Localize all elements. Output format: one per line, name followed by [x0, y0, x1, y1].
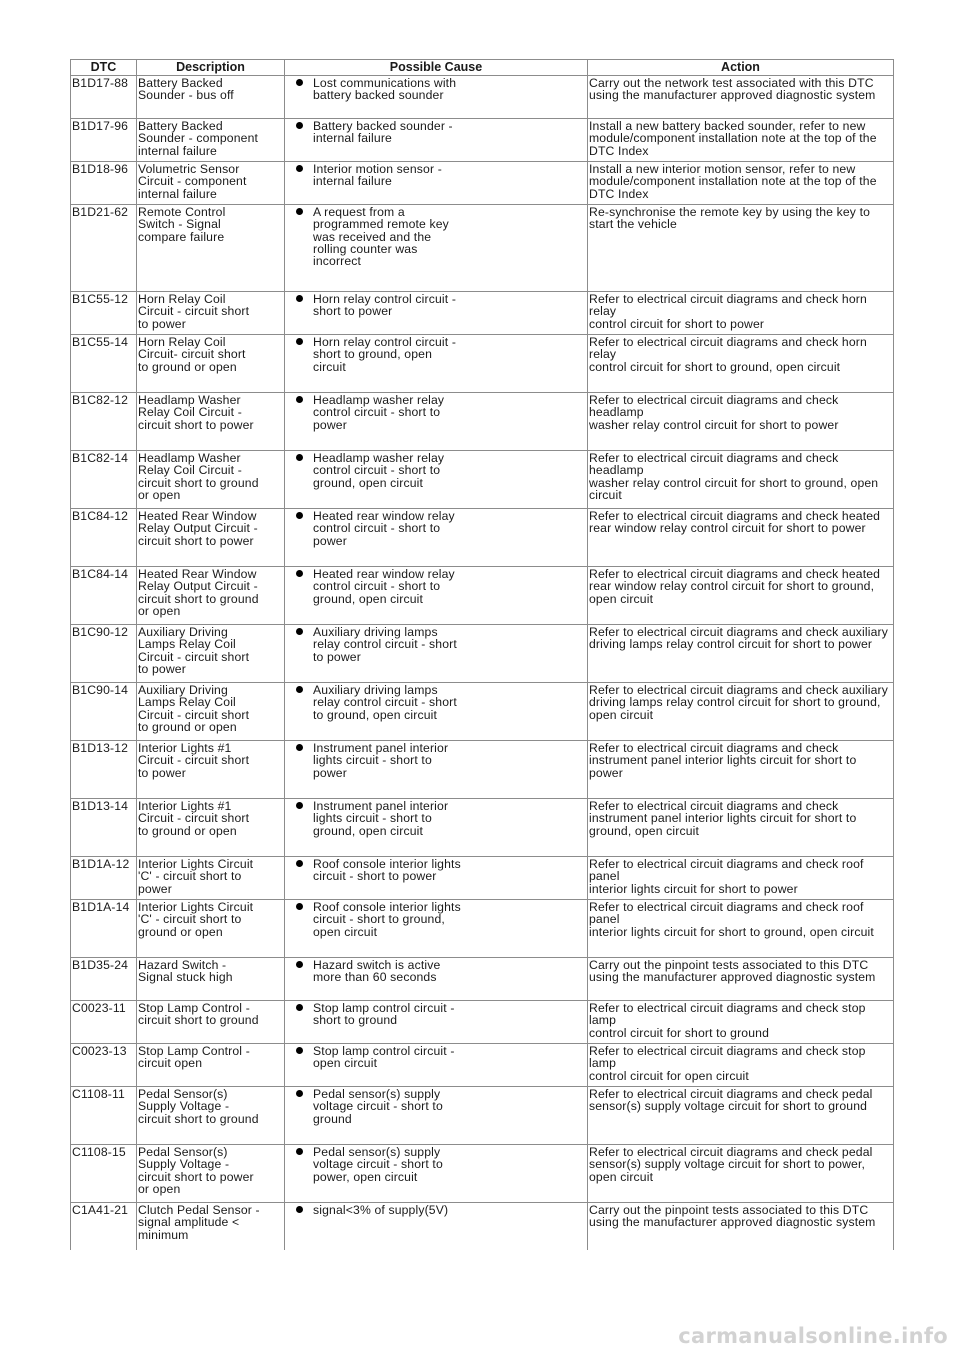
cell-dtc: B1D1A-12: [71, 857, 137, 900]
table-row: [71, 1203, 894, 1250]
cell-dtc: C1A41-21: [71, 1203, 137, 1250]
bullet-icon: [296, 454, 303, 461]
cell-possible-cause: [285, 1087, 588, 1145]
cell-possible-cause: [285, 958, 588, 1001]
cell-action: Refer to electrical circuit diagrams and check stop lamp control circuit for open circuit: [588, 1044, 894, 1087]
header-description: Description: [137, 60, 285, 76]
cell-description: Headlamp Washer Relay Coil Circuit - circuit short to ground or open: [137, 451, 285, 509]
bullet-icon: [296, 208, 303, 215]
cell-possible-cause: [285, 1203, 588, 1250]
cell-action: Refer to electrical circuit diagrams and check pedal sensor(s) supply voltage circuit for short to ground: [588, 1087, 894, 1145]
bullet-icon: [296, 165, 303, 172]
cell-action: Carry out the network test associated with this DTC using the manufacturer approved diagnostic system: [588, 76, 894, 119]
cause-text: Heated rear window relay control circuit - short to power: [313, 509, 455, 548]
cause-text: Stop lamp control circuit - short to ground: [313, 1001, 455, 1028]
cell-possible-cause: [285, 567, 588, 625]
cause-text: Headlamp washer relay control circuit - short to ground, open circuit: [313, 451, 445, 490]
table-body: [71, 76, 894, 1250]
bullet-icon: [296, 961, 303, 968]
cell-description: Pedal Sensor(s) Supply Voltage - circuit short to ground: [137, 1087, 285, 1145]
bullet-icon: [296, 903, 303, 910]
bullet-icon: [296, 686, 303, 693]
table-row: [71, 335, 894, 393]
cell-possible-cause: [285, 857, 588, 900]
cell-dtc: B1C84-14: [71, 567, 137, 625]
header-possible-cause: Possible Cause: [285, 60, 588, 76]
table-row: [71, 1044, 894, 1087]
cell-action: Refer to electrical circuit diagrams and check heated rear window relay control circuit for short to power: [588, 509, 894, 567]
cell-dtc: C0023-11: [71, 1001, 137, 1044]
cell-possible-cause: [285, 451, 588, 509]
table-row: [71, 292, 894, 335]
cause-text: Horn relay control circuit - short to ground, open circuit: [313, 335, 457, 374]
cell-description: Interior Lights #1 Circuit - circuit short to power: [137, 741, 285, 799]
cell-description: Stop Lamp Control - circuit short to ground: [137, 1001, 285, 1044]
cell-action: Refer to electrical circuit diagrams and check instrument panel interior lights circuit for short to ground, open circuit: [588, 799, 894, 857]
bullet-icon: [296, 512, 303, 519]
table-row: [71, 119, 894, 162]
bullet-icon: [296, 396, 303, 403]
table-row: [71, 857, 894, 900]
table-row: [71, 76, 894, 119]
cell-possible-cause: [285, 625, 588, 683]
cell-dtc: C1108-11: [71, 1087, 137, 1145]
cause-text: Instrument panel interior lights circuit - short to power: [313, 741, 449, 780]
watermark: carmanualsonline.info: [678, 1324, 948, 1348]
cause-text: Pedal sensor(s) supply voltage circuit - short to power, open circuit: [313, 1145, 443, 1184]
bullet-icon: [296, 122, 303, 129]
bullet-icon: [296, 338, 303, 345]
cell-dtc: B1C82-14: [71, 451, 137, 509]
cell-action: Refer to electrical circuit diagrams and check pedal sensor(s) supply voltage circuit for short to power, open circuit: [588, 1145, 894, 1203]
cause-text: Hazard switch is active more than 60 seconds: [313, 958, 441, 985]
cell-action: Refer to electrical circuit diagrams and check roof panel interior lights circuit for short to power: [588, 857, 894, 900]
table-row: [71, 567, 894, 625]
cell-dtc: B1D17-96: [71, 119, 137, 162]
cell-description: Headlamp Washer Relay Coil Circuit - circuit short to power: [137, 393, 285, 451]
bullet-icon: [296, 1004, 303, 1011]
cause-text: Lost communications with battery backed sounder: [313, 76, 457, 103]
cell-action: Refer to electrical circuit diagrams and check auxiliary driving lamps relay control circuit for short to ground, open circuit: [588, 683, 894, 741]
cell-description: Hazard Switch - Signal stuck high: [137, 958, 285, 1001]
cell-action: Refer to electrical circuit diagrams and check horn relay control circuit for short to ground, open circuit: [588, 335, 894, 393]
bullet-icon: [296, 1148, 303, 1155]
bullet-icon: [296, 744, 303, 751]
table-row: [71, 1145, 894, 1203]
cause-text: Stop lamp control circuit - open circuit: [313, 1044, 455, 1071]
cell-dtc: B1D35-24: [71, 958, 137, 1001]
cell-dtc: B1C90-14: [71, 683, 137, 741]
cell-possible-cause: [285, 292, 588, 335]
cause-text: Auxiliary driving lamps relay control circuit - short to ground, open circuit: [313, 683, 457, 722]
cause-text: Battery backed sounder - internal failure: [313, 119, 453, 146]
table-row: [71, 741, 894, 799]
cell-dtc: B1C90-12: [71, 625, 137, 683]
cell-description: Interior Lights Circuit 'C' - circuit short to power: [137, 857, 285, 900]
cause-text: Pedal sensor(s) supply voltage circuit - short to ground: [313, 1087, 443, 1126]
cell-possible-cause: [285, 162, 588, 205]
cell-possible-cause: [285, 799, 588, 857]
bullet-icon: [296, 628, 303, 635]
table-row: [71, 162, 894, 205]
cell-possible-cause: [285, 1044, 588, 1087]
table-row: [71, 900, 894, 958]
bullet-icon: [296, 570, 303, 577]
cause-text: A request from a programmed remote key was received and the rolling counter was incorrect: [313, 205, 449, 269]
cell-description: Auxiliary Driving Lamps Relay Coil Circuit - circuit short to power: [137, 625, 285, 683]
cell-action: Refer to electrical circuit diagrams and check headlamp washer relay control circuit for short to power: [588, 393, 894, 451]
table-row: [71, 799, 894, 857]
cell-possible-cause: [285, 119, 588, 162]
table-row: [71, 205, 894, 292]
cell-description: Auxiliary Driving Lamps Relay Coil Circuit - circuit short to ground or open: [137, 683, 285, 741]
cause-text: Roof console interior lights circuit - short to ground, open circuit: [313, 900, 461, 939]
cell-action: Re-synchronise the remote key by using the key to start the vehicle: [588, 205, 894, 292]
cell-dtc: B1C55-14: [71, 335, 137, 393]
table-row: [71, 958, 894, 1001]
bullet-icon: [296, 1090, 303, 1097]
cell-action: Refer to electrical circuit diagrams and check stop lamp control circuit for short to ground: [588, 1001, 894, 1044]
cell-description: Interior Lights #1 Circuit - circuit short to ground or open: [137, 799, 285, 857]
cell-description: Horn Relay Coil Circuit- circuit short to ground or open: [137, 335, 285, 393]
cell-description: Heated Rear Window Relay Output Circuit - circuit short to power: [137, 509, 285, 567]
bullet-icon: [296, 802, 303, 809]
bullet-icon: [296, 79, 303, 86]
cell-action: Carry out the pinpoint tests associated to this DTC using the manufacturer approved diagnostic system: [588, 1203, 894, 1250]
cell-dtc: B1C55-12: [71, 292, 137, 335]
cause-text: Auxiliary driving lamps relay control circuit - short to power: [313, 625, 457, 664]
cell-dtc: B1D1A-14: [71, 900, 137, 958]
cell-dtc: B1D13-12: [71, 741, 137, 799]
cell-description: Volumetric Sensor Circuit - component internal failure: [137, 162, 285, 205]
cell-description: Pedal Sensor(s) Supply Voltage - circuit short to power or open: [137, 1145, 285, 1203]
cell-description: Heated Rear Window Relay Output Circuit - circuit short to ground or open: [137, 567, 285, 625]
cell-possible-cause: [285, 1145, 588, 1203]
cell-possible-cause: [285, 205, 588, 292]
cell-action: Refer to electrical circuit diagrams and check roof panel interior lights circuit for short to ground, open circuit: [588, 900, 894, 958]
cell-dtc: B1D17-88: [71, 76, 137, 119]
table-header-row: [71, 60, 894, 76]
cell-dtc: B1D21-62: [71, 205, 137, 292]
cell-action: Install a new interior motion sensor, refer to new module/component installation note at the top of the DTC Index: [588, 162, 894, 205]
cell-description: Remote Control Switch - Signal compare failure: [137, 205, 285, 292]
cell-action: Refer to electrical circuit diagrams and check instrument panel interior lights circuit for short to power: [588, 741, 894, 799]
cell-possible-cause: [285, 683, 588, 741]
cell-possible-cause: [285, 741, 588, 799]
cell-description: Interior Lights Circuit 'C' - circuit short to ground or open: [137, 900, 285, 958]
table-row: [71, 509, 894, 567]
cause-text: Horn relay control circuit - short to power: [313, 292, 457, 319]
cause-text: Roof console interior lights circuit - short to power: [313, 857, 461, 884]
cell-description: Battery Backed Sounder - component internal failure: [137, 119, 285, 162]
cell-action: Refer to electrical circuit diagrams and check heated rear window relay control circuit for short to ground, open circuit: [588, 567, 894, 625]
cell-action: Refer to electrical circuit diagrams and check horn relay control circuit for short to power: [588, 292, 894, 335]
bullet-icon: [296, 1206, 303, 1213]
cell-possible-cause: [285, 76, 588, 119]
cell-description: Horn Relay Coil Circuit - circuit short to power: [137, 292, 285, 335]
dtc-table: [70, 59, 894, 1250]
cell-dtc: B1D18-96: [71, 162, 137, 205]
cause-text: Heated rear window relay control circuit - short to ground, open circuit: [313, 567, 455, 606]
cell-dtc: B1C82-12: [71, 393, 137, 451]
cause-text: Instrument panel interior lights circuit - short to ground, open circuit: [313, 799, 449, 838]
table-row: [71, 683, 894, 741]
cause-text: Interior motion sensor - internal failure: [313, 162, 442, 189]
cell-action: Refer to electrical circuit diagrams and check auxiliary driving lamps relay control circuit for short to power: [588, 625, 894, 683]
cell-description: Stop Lamp Control - circuit open: [137, 1044, 285, 1087]
cell-possible-cause: [285, 335, 588, 393]
cell-possible-cause: [285, 900, 588, 958]
table-row: [71, 1001, 894, 1044]
table-row: [71, 393, 894, 451]
cell-possible-cause: [285, 1001, 588, 1044]
cause-text: Headlamp washer relay control circuit - short to power: [313, 393, 445, 432]
cell-dtc: C1108-15: [71, 1145, 137, 1203]
cell-action: Install a new battery backed sounder, refer to new module/component installation note at the top of the DTC Index: [588, 119, 894, 162]
cell-dtc: C0023-13: [71, 1044, 137, 1087]
cell-description: Clutch Pedal Sensor - signal amplitude < minimum: [137, 1203, 285, 1250]
cell-dtc: B1D13-14: [71, 799, 137, 857]
bullet-icon: [296, 1047, 303, 1054]
table-row: [71, 451, 894, 509]
cause-text: signal<3% of supply(5V): [313, 1203, 449, 1217]
table-row: [71, 625, 894, 683]
cell-dtc: B1C84-12: [71, 509, 137, 567]
header-action: Action: [588, 60, 894, 76]
cell-possible-cause: [285, 393, 588, 451]
bullet-icon: [296, 295, 303, 302]
cell-description: Battery Backed Sounder - bus off: [137, 76, 285, 119]
dtc-table-page: [70, 59, 893, 1250]
bullet-icon: [296, 860, 303, 867]
cell-action: Carry out the pinpoint tests associated to this DTC using the manufacturer approved diagnostic system: [588, 958, 894, 1001]
cell-action: Refer to electrical circuit diagrams and check headlamp washer relay control circuit for short to ground, open circuit: [588, 451, 894, 509]
cell-possible-cause: [285, 509, 588, 567]
header-dtc: DTC: [71, 60, 137, 76]
table-row: [71, 1087, 894, 1145]
